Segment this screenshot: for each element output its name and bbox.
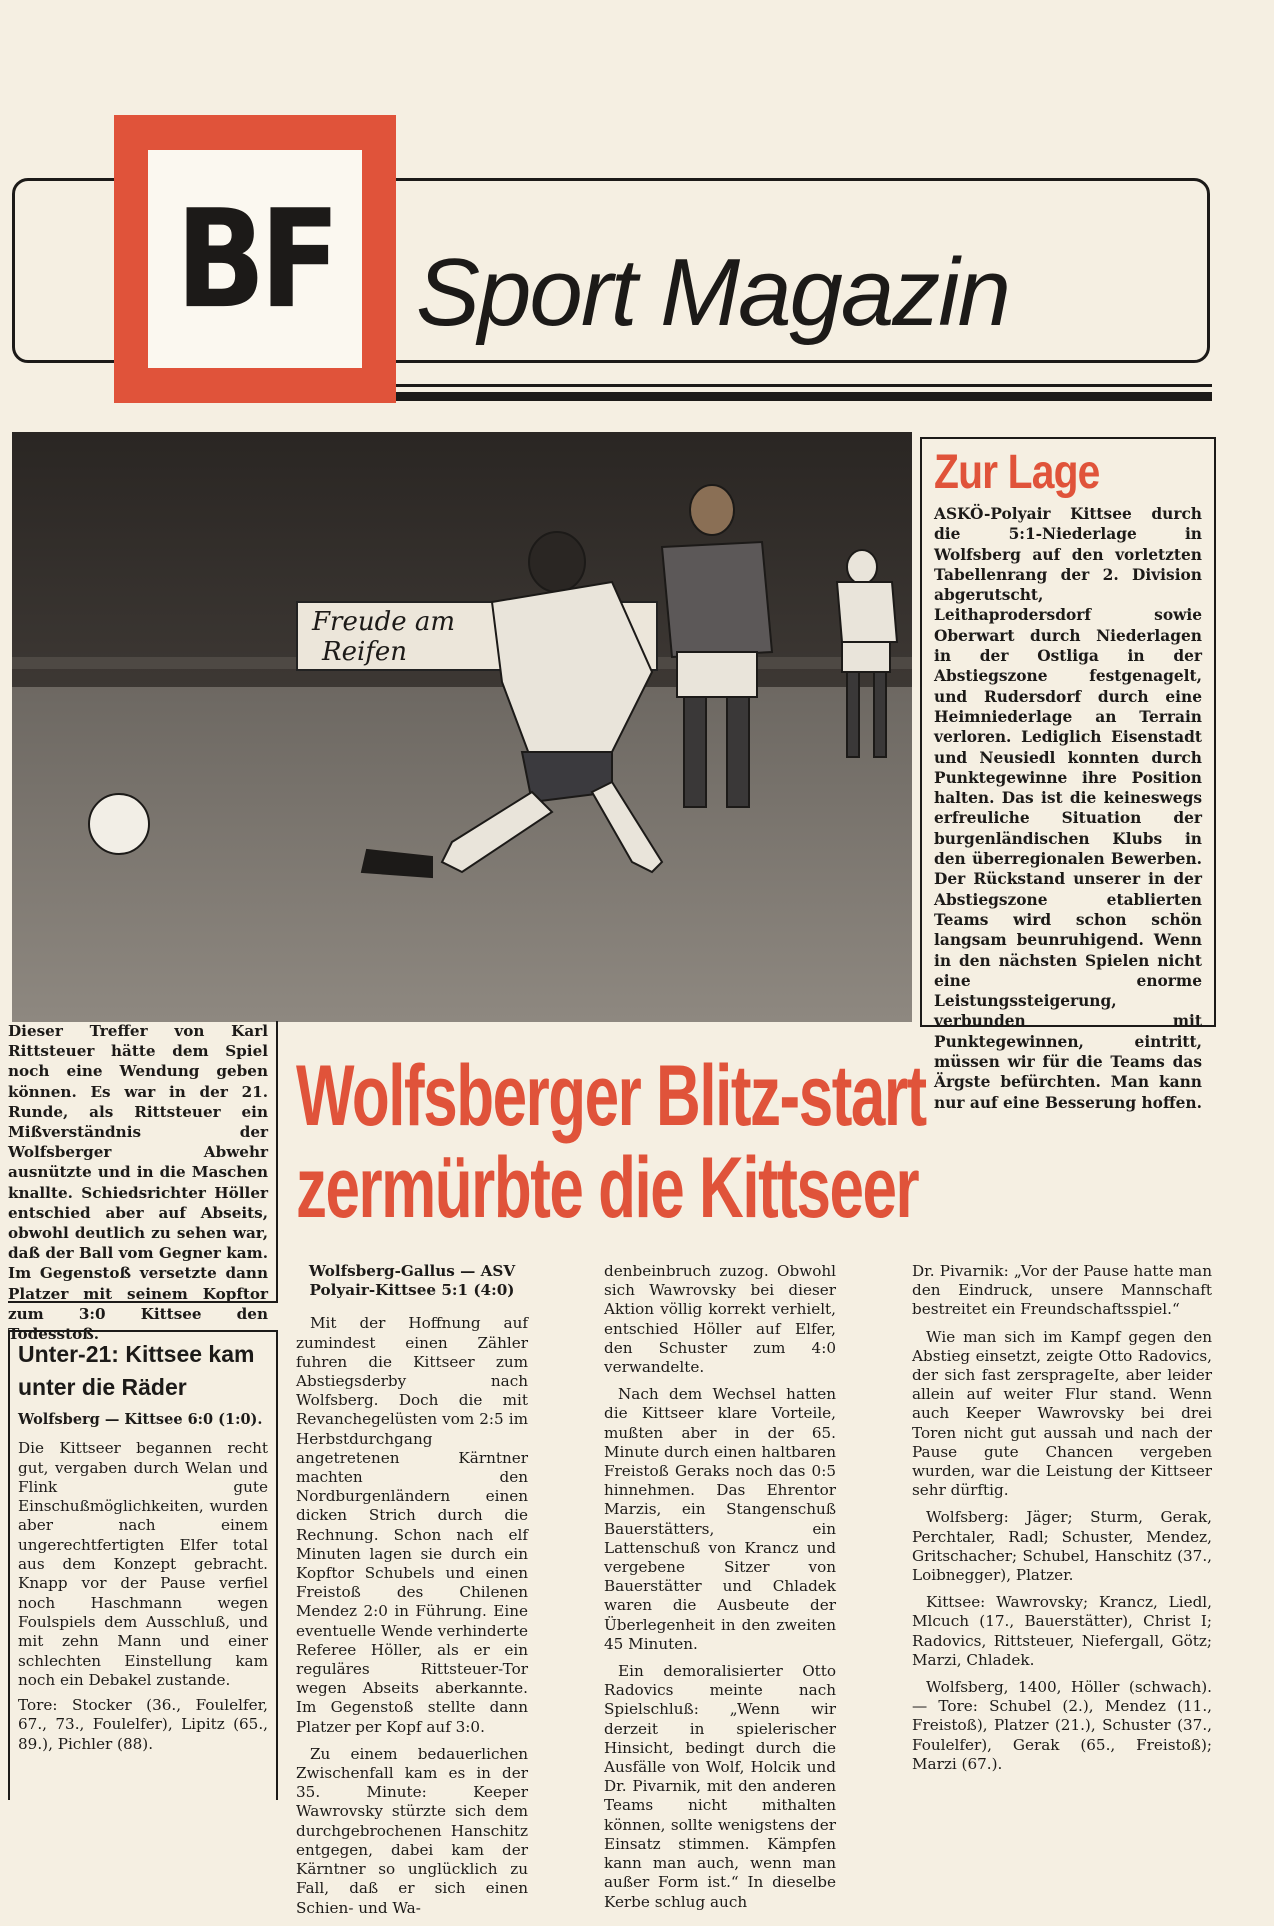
match-facts: Wolfsberg, 1400, Höller (schwach). — Tore: Schubel (2.), Mendez (11., Freistoß), Platzer (21.), Schuster (37., Foulelfer), Gerak (65., Freistoß); Marzi (67.). [912,1678,1212,1773]
u21-box [8,1330,278,1800]
lineup-wolfsberg: Wolfsberg: Jäger; Sturm, Gerak, Perchtaler, Radl; Schuster, Mendez, Gritschacher; Schubel, Hanschitz (37., Loibnegger), Platzer. [912,1508,1212,1585]
article-column-1 [296,1262,528,1926]
masthead-rule [392,392,1212,401]
article-column-3 [912,1262,1212,1782]
match-photo [12,432,912,1022]
magazine-title: Sport Magazin [416,239,1009,346]
headline-line-2: zermürbte die Kittseer [296,1140,919,1236]
lineup-kittsee: Kittsee: Wawrovsky; Krancz, Liedl, Mlcuch (17., Bauerstätter), Christ I; Radovics, Rittsteuer, Niefergall, Götz; Marzi, Chladek. [912,1593,1212,1669]
article-column-2 [604,1262,836,1920]
match-line: Wolfsberg-Gallus — ASV Polyair-Kittsee 5:1 (4:0) [308,1262,516,1300]
article-paragraph: Wie man sich im Kampf gegen den Abstieg einsetzt, zeigte Otto Radovics, der sich fast zersprageIte, aber leider allein auf weiter Flur stand. Wenn auch Keeper Wawrovsky bei drei Toren nicht gut aussah und nach der Pause gute Chancen vergeben wurden, war die Leistung der Kittseer sehr dürftig. [912,1327,1212,1500]
masthead-rule-thin [392,384,1212,387]
banner-text-1: Freude am [312,607,456,637]
article-paragraph: Nach dem Wechsel hatten die Kittseer klare Vorteile, mußten aber in der 65. Minute durch einen haltbaren Freistoß Geraks noch das 0:5 hinnehmen. Das Ehrentor Marzis, ein Stangenschuß Bauerstätters, ein Lattenschuß von Krancz und vergebene Sitzer von Bauerstätter und Chladek waren die Ausbeute der Überlegenheit in den zweiten 45 Minuten. [604,1385,836,1653]
headline [296,1050,1216,1234]
article-paragraph: Ein demoralisierter Otto Radovics meinte nach Spielschluß: „Wenn wir derzeit in spielerischer Hinsicht, bedingt durch die Ausfälle von Wolf, Holcik und Dr. Pivarnik, mit den anderen Teams nicht mithalten können, sollte wenigstens der Einsatz stimmen. Kämpfen kann man auch, wenn man außer Form ist.“ In dieselbe Kerbe schlug auch [604,1662,836,1911]
bf-logo-text: BF [175,179,335,339]
u21-heading: Unter-21: Kittsee kam unter die Räder [18,1341,255,1400]
photo-caption-text: Dieser Treffer von Karl Rittsteuer hätte dem Spiel noch eine Wendung geben können. Es war in der 21. Runde, als Rittsteuer ein Mißverständnis der Wolfsberger Abwehr ausnützte und in die Maschen knallte. Schiedsrichter Höller entschied aber auf Abseits, obwohl deutlich zu sehen war, daß der Ball vom Gegner kam. Im Gegenstoß versetzte dann Platzer mit seinem Kopftor zum 3:0 Kittsee den Todesstoß. [8,1022,268,1344]
headline-line-1: Wolfsberger Blitz-start [296,1048,926,1144]
article-paragraph: denbeinbruch zuzog. Obwohl sich Wawrovsky bei dieser Aktion völlig korrekt verhielt, entschied Höller auf Elfer, den Schuster zum 4:0 verwandelte. [604,1262,836,1377]
zur-lage-box [920,437,1216,1112]
bf-logo-inner [148,150,362,368]
zur-lage-text: ASKÖ-Polyair Kittsee durch die 5:1-Niederlage in Wolfsberg auf den vorletzten Tabellenrang der 2. Division abgerutscht, Leithaprodersdorf sowie Oberwart durch Niederlagen in der Ostliga in der Abstiegszone festgenagelt, und Rudersdorf durch eine Heimniederlage an Terrain verloren. Lediglich Eisenstadt und Neusiedl konnten durch Punktegewinne ihre Position halten. Das ist die keineswegs erfreuliche Situation der burgenländischen Klubs in den überregionalen Bewerben. Der Rückstand unserer in der Abstiegszone etablierten Teams wird schon schön langsam beunruhigend. Wenn in den nächsten Spielen nicht eine enorme Leistungssteigerung, verbunden mit Punktegewinnen, eintritt, müssen wir für die Teams das Ärgste befürchten. Man kann nur auf eine Besserung hoffen. [934,505,1202,1112]
u21-body: Die Kittseer begannen recht gut, vergaben durch Welan und Flink gute Einschußmöglichkeiten, wurden aber nach einem ungerechtfertigten Elfer total aus dem Konzept gebracht. Knapp vor der Pause verfiel noch Haschmann wegen Foulspiels dem Ausschluß, und mit zehn Mann und einer schlechten Einstellung kam noch ein Debakel zustande. [18,1439,268,1689]
article-paragraph: Dr. Pivarnik: „Vor der Pause hatte man den Eindruck, unsere Mannschaft bestreitet ein Freundschaftsspiel.“ [912,1262,1212,1319]
zur-lage-heading: Zur Lage [934,446,1100,499]
u21-result: Wolfsberg — Kittsee 6:0 (1:0). [18,1411,263,1428]
article-paragraph: Mit der Hoffnung auf zumindest einen Zähler fuhren die Kittseer zum Abstiegsderby nach Wolfsberg. Doch die mit Revanchegelüsten vom 2:5 im Herbstdurchgang angetretenen Kärntner machten den Nordburgenländern einen dicken Strich durch die Rechnung. Schon nach elf Minuten lagen sie durch ein Kopftor Schubels und einen Freistoß des Chilenen Mendez 2:0 in Führung. Eine eventuelle Wende verhinderte Referee Höller, als er ein reguläres Rittsteuer-Tor wegen Abseits aberkannte. Im Gegenstoß stellte dann Platzer per Kopf auf 3:0. [296,1314,528,1736]
u21-tore: Tore: Stocker (36., Foulelfer, 67., 73., Foulelfer), Lipitz (65., 89.), Pichler (88). [18,1696,268,1753]
article-paragraph: Zu einem bedauerlichen Zwischenfall kam es in der 35. Minute: Keeper Wawrovsky stürzte sich dem durchgebrochenen Hanschitz entgegen, dabei kam der Kärntner so unglücklich zu Fall, daß er sich einen Schien- und Wa- [296,1744,528,1917]
banner-text-2: Reifen [322,637,408,667]
photo-caption [8,1021,278,1344]
